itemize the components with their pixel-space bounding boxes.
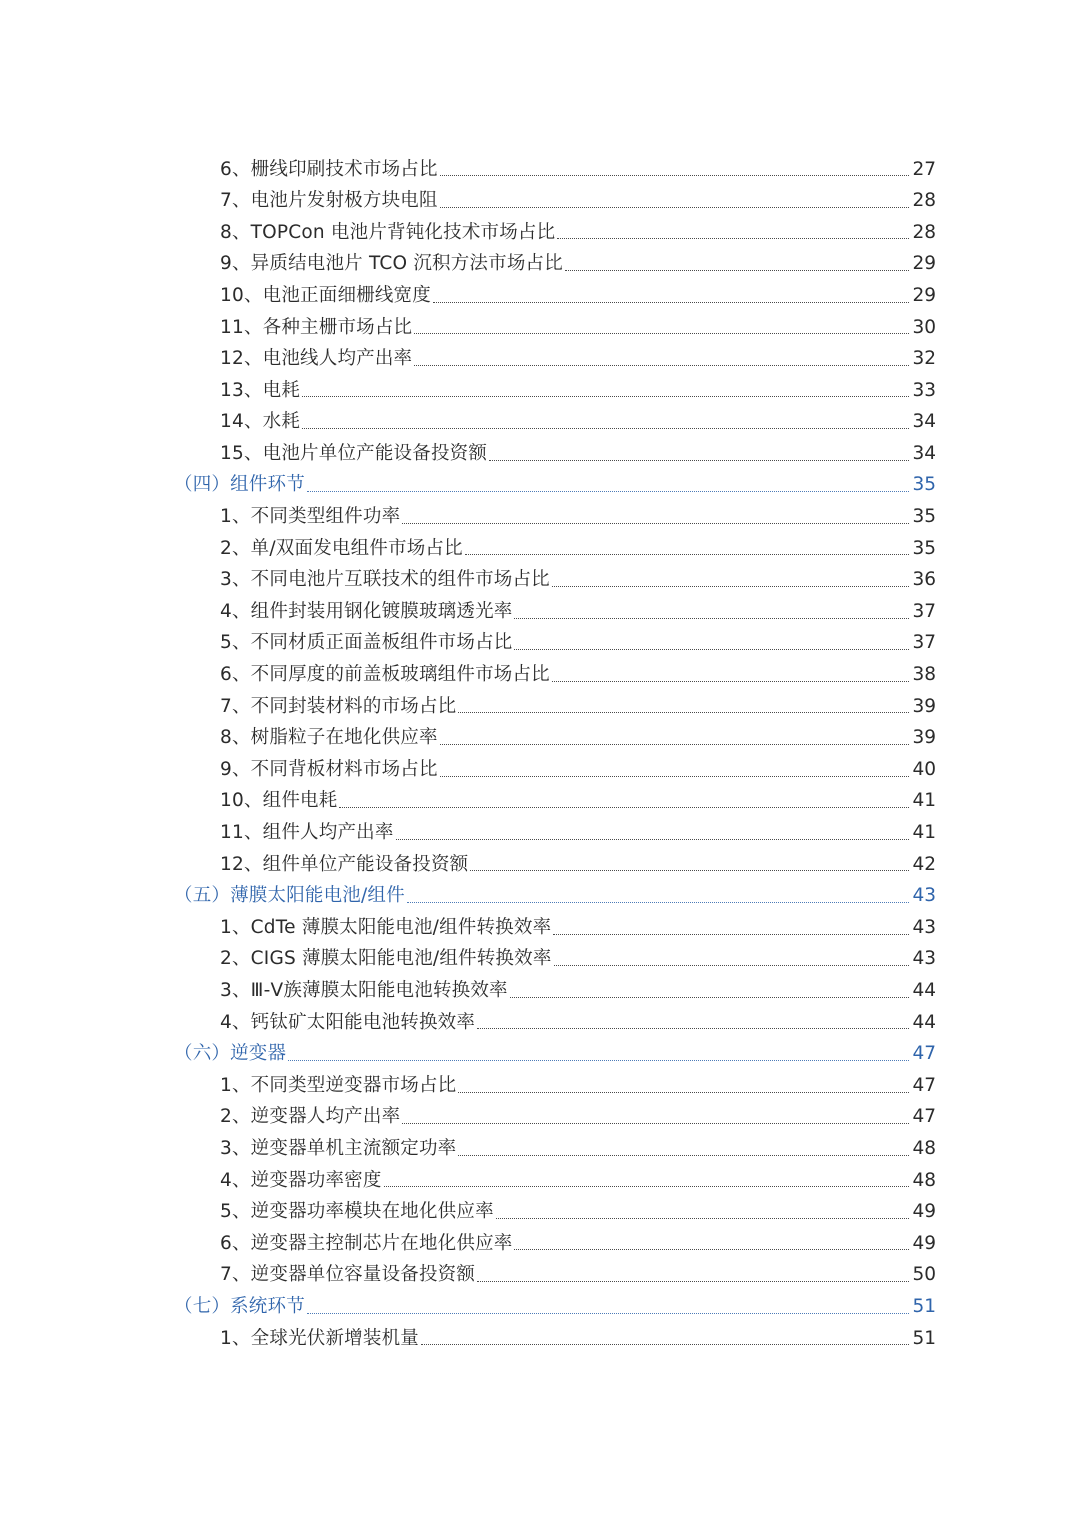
- toc-entry-title: 15、电池片单位产能设备投资额: [220, 442, 488, 464]
- dot-leader: [384, 1186, 910, 1187]
- toc-page-number: 30: [912, 316, 936, 338]
- dot-leader: [414, 333, 909, 334]
- toc-entry-title: 1、全球光伏新增装机量: [220, 1327, 419, 1349]
- toc-entry[interactable]: [220, 975, 936, 1007]
- dot-leader: [510, 997, 910, 998]
- toc-entry-title: 6、逆变器主控制芯片在地化供应率: [220, 1232, 513, 1254]
- toc-entry-title: 12、组件单位产能设备投资额: [220, 853, 469, 875]
- toc-page-number: 39: [912, 695, 936, 717]
- toc-page-number: 29: [912, 253, 936, 275]
- dot-leader: [554, 965, 910, 966]
- toc-page-number: 34: [912, 442, 936, 464]
- toc-entry-title: 11、组件人均产出率: [220, 822, 394, 844]
- toc-page-number: 44: [912, 979, 936, 1001]
- toc-entry[interactable]: [220, 849, 936, 881]
- toc-entry[interactable]: [220, 1070, 936, 1102]
- toc-entry[interactable]: [220, 1133, 936, 1165]
- dot-leader: [440, 744, 910, 745]
- table-of-contents: [0, 154, 1080, 1355]
- toc-entry-title: 7、逆变器单位容量设备投资额: [220, 1264, 476, 1286]
- dot-leader: [557, 238, 909, 239]
- toc-page-number: 47: [912, 1074, 936, 1096]
- toc-entry[interactable]: [220, 1197, 936, 1229]
- toc-page-number: 41: [912, 790, 936, 812]
- toc-entry-title: 10、电池正面细栅线宽度: [220, 284, 431, 306]
- toc-entry-title: 2、单/双面发电组件市场占比: [220, 537, 463, 559]
- toc-entry[interactable]: [220, 754, 936, 786]
- toc-page-number: 47: [912, 1106, 936, 1128]
- toc-page-number: 44: [912, 1011, 936, 1033]
- dot-leader: [514, 1249, 909, 1250]
- toc-page-number: 28: [912, 221, 936, 243]
- toc-entry-title: 14、水耗: [220, 411, 301, 433]
- toc-page-number: 35: [912, 537, 936, 559]
- toc-entry-title: 7、电池片发射极方块电阻: [220, 190, 438, 212]
- dot-leader: [307, 491, 910, 492]
- toc-page-number: 51: [912, 1327, 936, 1349]
- dot-leader: [458, 1092, 909, 1093]
- dot-leader: [470, 870, 909, 871]
- dot-leader: [552, 681, 910, 682]
- dot-leader: [402, 523, 909, 524]
- dot-leader: [440, 207, 910, 208]
- dot-leader: [407, 902, 910, 903]
- dot-leader: [307, 1313, 910, 1314]
- toc-entry[interactable]: [220, 217, 936, 249]
- toc-entry[interactable]: [220, 438, 936, 470]
- toc-entry-title: 1、不同类型逆变器市场占比: [220, 1074, 457, 1096]
- toc-entry-title: 9、不同背板材料市场占比: [220, 758, 438, 780]
- toc-entry-title: 11、各种主栅市场占比: [220, 316, 413, 338]
- dot-leader: [565, 270, 910, 271]
- toc-page-number: 42: [912, 853, 936, 875]
- toc-entry[interactable]: [220, 596, 936, 628]
- dot-leader: [302, 396, 909, 397]
- toc-entry[interactable]: [220, 691, 936, 723]
- toc-entry[interactable]: [220, 944, 936, 976]
- dot-leader: [514, 649, 909, 650]
- toc-page-number: 37: [912, 632, 936, 654]
- toc-section-entry[interactable]: [174, 1291, 936, 1323]
- dot-leader: [477, 1028, 909, 1029]
- toc-entry[interactable]: [220, 912, 936, 944]
- toc-entry-title: 2、逆变器人均产出率: [220, 1106, 401, 1128]
- toc-entry[interactable]: [220, 723, 936, 755]
- toc-entry[interactable]: [220, 280, 936, 312]
- dot-leader: [302, 428, 909, 429]
- toc-entry-title: （七）系统环节: [174, 1295, 305, 1317]
- toc-page-number: 41: [912, 822, 936, 844]
- toc-entry-title: 4、组件封装用钢化镀膜玻璃透光率: [220, 600, 513, 622]
- dot-leader: [514, 618, 909, 619]
- toc-entry[interactable]: [220, 1323, 936, 1355]
- toc-entry[interactable]: [220, 186, 936, 218]
- toc-entry-title: 1、CdTe 薄膜太阳能电池/组件转换效率: [220, 916, 552, 938]
- toc-entry-title: 5、不同材质正面盖板组件市场占比: [220, 632, 513, 654]
- toc-page-number: 47: [912, 1043, 936, 1065]
- toc-entry[interactable]: [220, 1228, 936, 1260]
- toc-page-number: 49: [912, 1232, 936, 1254]
- toc-page-number: 29: [912, 284, 936, 306]
- toc-page-number: 40: [912, 758, 936, 780]
- dot-leader: [458, 1155, 909, 1156]
- dot-leader: [433, 302, 910, 303]
- toc-entry[interactable]: [220, 1102, 936, 1134]
- toc-entry-title: 2、CIGS 薄膜太阳能电池/组件转换效率: [220, 948, 552, 970]
- toc-entry[interactable]: [220, 786, 936, 818]
- toc-entry-title: 8、TOPCon 电池片背钝化技术市场占比: [220, 221, 556, 243]
- toc-entry-title: 13、电耗: [220, 379, 301, 401]
- toc-entry[interactable]: [220, 817, 936, 849]
- toc-page-number: 38: [912, 664, 936, 686]
- toc-entry-title: （五）薄膜太阳能电池/组件: [174, 885, 405, 907]
- toc-entry-title: （四）组件环节: [174, 474, 305, 496]
- toc-entry-title: 4、逆变器功率密度: [220, 1169, 382, 1191]
- toc-entry-title: 10、组件电耗: [220, 790, 338, 812]
- toc-page-number: 39: [912, 727, 936, 749]
- toc-entry-title: 7、不同封装材料的市场占比: [220, 695, 457, 717]
- toc-page-number: 35: [912, 474, 936, 496]
- dot-leader: [496, 1218, 910, 1219]
- toc-page-number: 48: [912, 1137, 936, 1159]
- toc-entry[interactable]: [220, 344, 936, 376]
- toc-page-number: 32: [912, 348, 936, 370]
- toc-page-number: 51: [912, 1295, 936, 1317]
- toc-page-number: 34: [912, 411, 936, 433]
- dot-leader: [339, 807, 909, 808]
- toc-entry-title: （六）逆变器: [174, 1043, 287, 1065]
- toc-entry-title: 1、不同类型组件功率: [220, 506, 401, 528]
- dot-leader: [396, 839, 910, 840]
- dot-leader: [440, 776, 910, 777]
- toc-page-number: 33: [912, 379, 936, 401]
- dot-leader: [552, 586, 910, 587]
- toc-entry-title: 6、不同厚度的前盖板玻璃组件市场占比: [220, 664, 550, 686]
- dot-leader: [402, 1123, 909, 1124]
- dot-leader: [421, 1344, 909, 1345]
- toc-entry-title: 8、树脂粒子在地化供应率: [220, 727, 438, 749]
- toc-entry-title: 9、异质结电池片 TCO 沉积方法市场占比: [220, 253, 563, 275]
- toc-entry[interactable]: [220, 660, 936, 692]
- dot-leader: [288, 1060, 909, 1061]
- toc-page-number: 35: [912, 506, 936, 528]
- toc-entry[interactable]: [220, 502, 936, 534]
- dot-leader: [477, 1281, 909, 1282]
- toc-page-number: 43: [912, 948, 936, 970]
- toc-entry[interactable]: [220, 312, 936, 344]
- toc-entry[interactable]: [220, 375, 936, 407]
- dot-leader: [489, 460, 909, 461]
- toc-entry-title: 12、电池线人均产出率: [220, 348, 413, 370]
- dot-leader: [553, 934, 909, 935]
- dot-leader: [465, 554, 910, 555]
- toc-entry-title: 3、Ⅲ-Ⅴ族薄膜太阳能电池转换效率: [220, 979, 508, 1001]
- toc-entry[interactable]: [220, 533, 936, 565]
- toc-page-number: 50: [912, 1264, 936, 1286]
- toc-section-entry[interactable]: [174, 470, 936, 502]
- toc-entry[interactable]: [220, 565, 936, 597]
- toc-page-number: 27: [912, 158, 936, 180]
- toc-page-number: 43: [912, 885, 936, 907]
- toc-entry[interactable]: [220, 1007, 936, 1039]
- toc-page-number: 43: [912, 916, 936, 938]
- toc-entry-title: 6、栅线印刷技术市场占比: [220, 158, 438, 180]
- toc-section-entry[interactable]: [174, 881, 936, 913]
- toc-section-entry[interactable]: [174, 1039, 936, 1071]
- toc-page-number: 37: [912, 600, 936, 622]
- toc-entry-title: 3、逆变器单机主流额定功率: [220, 1137, 457, 1159]
- dot-leader: [458, 712, 909, 713]
- toc-entry[interactable]: [220, 1165, 936, 1197]
- toc-page-number: 49: [912, 1201, 936, 1223]
- dot-leader: [440, 175, 910, 176]
- toc-entry[interactable]: [220, 154, 936, 186]
- toc-entry-title: 4、钙钛矿太阳能电池转换效率: [220, 1011, 476, 1033]
- toc-entry[interactable]: [220, 1260, 936, 1292]
- toc-entry[interactable]: [220, 249, 936, 281]
- toc-page-number: 48: [912, 1169, 936, 1191]
- toc-entry[interactable]: [220, 407, 936, 439]
- toc-entry[interactable]: [220, 628, 936, 660]
- dot-leader: [414, 365, 909, 366]
- toc-page-number: 28: [912, 190, 936, 212]
- toc-page-number: 36: [912, 569, 936, 591]
- toc-entry-title: 3、不同电池片互联技术的组件市场占比: [220, 569, 550, 591]
- toc-entry-title: 5、逆变器功率模块在地化供应率: [220, 1201, 494, 1223]
